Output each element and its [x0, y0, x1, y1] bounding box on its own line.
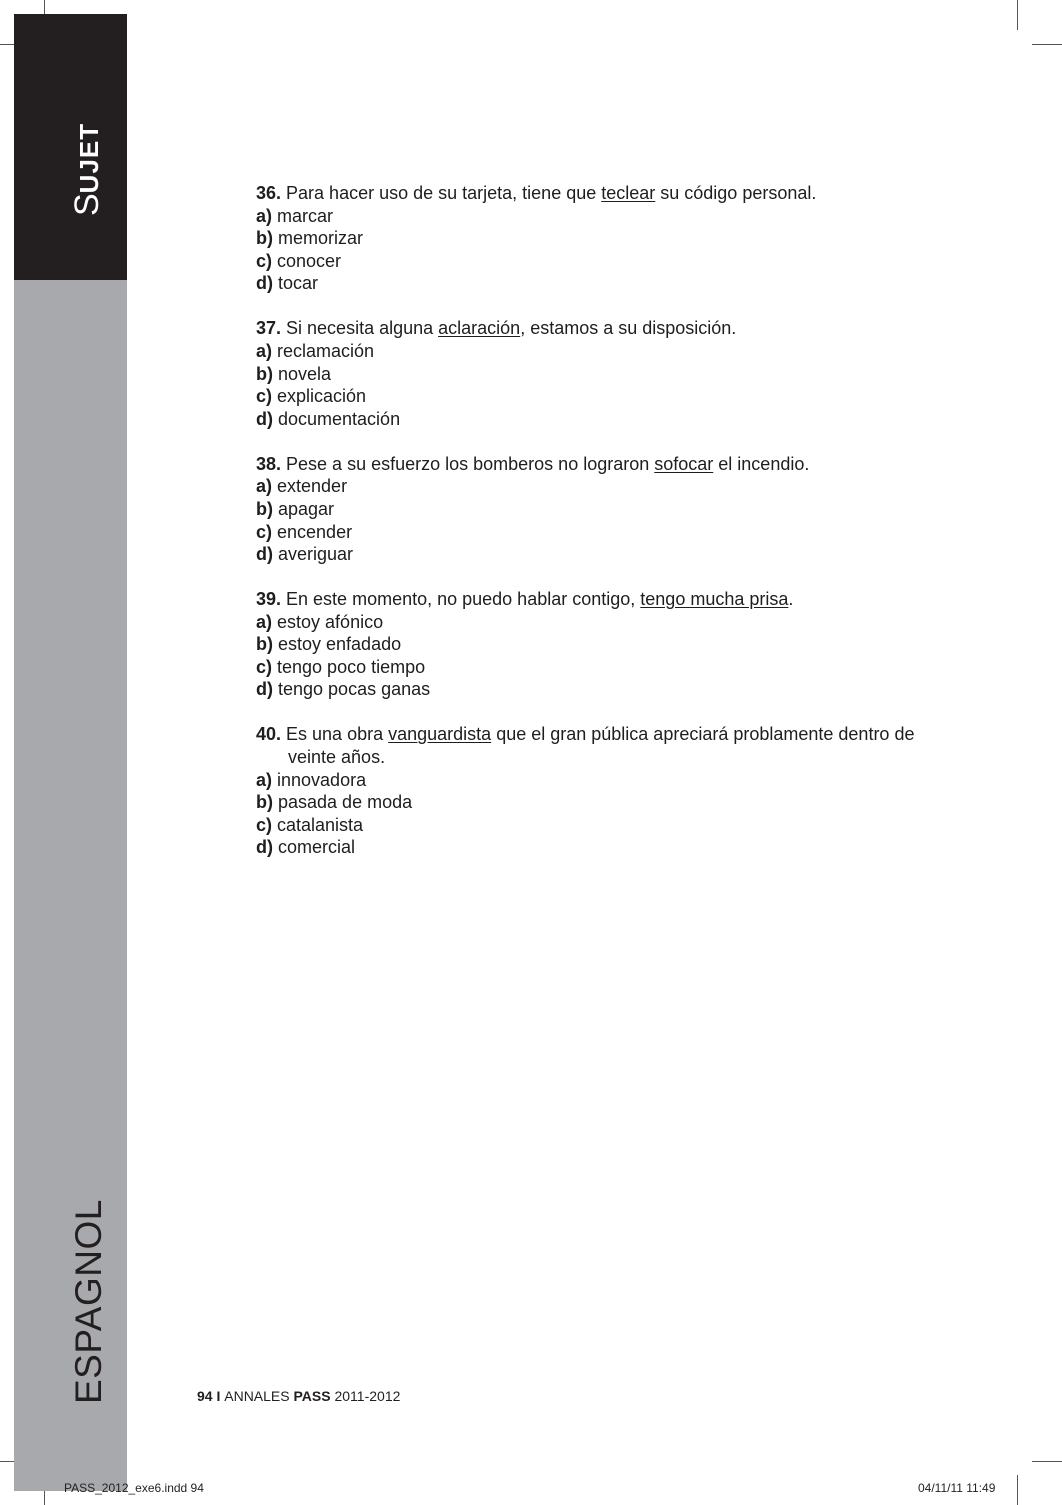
option-text: averiguar — [273, 544, 354, 565]
option-text: tengo pocas ganas — [273, 679, 431, 700]
answer-option — [256, 633, 956, 656]
question-number: 39. — [256, 589, 282, 610]
question-text-after: su código personal. — [655, 183, 817, 203]
question-text-before: Si necesita alguna — [281, 318, 439, 339]
option-text: conocer — [272, 250, 342, 271]
question-stem — [256, 723, 956, 768]
question-stem — [256, 588, 956, 611]
crop-mark — [1032, 1461, 1062, 1462]
option-text: encender — [272, 521, 353, 542]
question-block — [256, 453, 956, 566]
answer-option — [256, 611, 956, 634]
option-letter: a) — [256, 769, 273, 790]
answer-option — [256, 250, 956, 273]
option-text: innovadora — [272, 769, 367, 790]
option-letter: c) — [256, 521, 273, 542]
option-letter: b) — [256, 498, 273, 519]
question-text-before: Pese a su esfuerzo los bomberos no lograron — [281, 453, 655, 474]
answer-option — [256, 475, 956, 498]
option-letter: d) — [256, 837, 273, 858]
crop-mark — [1032, 44, 1062, 45]
answer-option — [256, 205, 956, 228]
option-text: pasada de moda — [273, 792, 413, 813]
questions-list — [256, 182, 956, 881]
question-underlined-term: teclear — [601, 183, 656, 203]
sujet-label-cap: S — [68, 193, 106, 216]
sujet-label-rest: UJET — [74, 122, 104, 194]
subject-label: ESPAGNOL — [68, 1199, 109, 1404]
answer-option — [256, 656, 956, 679]
option-letter: a) — [256, 205, 273, 226]
option-letter: b) — [256, 228, 273, 249]
option-text: tocar — [273, 273, 319, 294]
page-number: 94 — [197, 1388, 213, 1404]
option-letter: c) — [256, 656, 273, 677]
question-number: 37. — [256, 318, 282, 339]
option-text: comercial — [273, 837, 356, 858]
footer-separator: I — [212, 1388, 225, 1404]
question-underlined-term: sofocar — [654, 453, 714, 474]
option-text: documentación — [273, 408, 401, 429]
option-text: apagar — [273, 498, 335, 519]
question-text-after: , estamos a su disposición. — [520, 318, 737, 339]
crop-mark — [1017, 0, 1018, 30]
option-letter: a) — [256, 611, 273, 632]
question-text-before: Es una obra — [281, 724, 389, 745]
answer-option — [256, 543, 956, 566]
option-letter: b) — [256, 363, 273, 384]
slug-filename: PASS_2012_exe6.indd 94 — [64, 1481, 204, 1495]
answer-option — [256, 836, 956, 859]
answer-option — [256, 340, 956, 363]
option-letter: a) — [256, 340, 273, 361]
option-letter: b) — [256, 634, 273, 655]
option-letter: d) — [256, 408, 273, 429]
option-text: extender — [272, 476, 348, 497]
answer-option — [256, 498, 956, 521]
answer-option — [256, 408, 956, 431]
question-stem — [256, 317, 956, 340]
question-text-before: Para hacer uso de su tarjeta, tiene que — [281, 183, 602, 203]
question-underlined-term: tengo mucha prisa — [640, 589, 789, 610]
footer-years: 2011-2012 — [330, 1388, 401, 1404]
slug-datetime: 04/11/11 11:49 — [918, 1481, 996, 1495]
option-text: tengo poco tiempo — [272, 656, 426, 677]
question-stem — [256, 182, 956, 205]
option-letter: c) — [256, 814, 273, 835]
option-text: catalanista — [272, 814, 364, 835]
option-text: estoy afónico — [272, 611, 384, 632]
question-text-after: el incendio. — [713, 453, 810, 474]
answer-option — [256, 678, 956, 701]
option-letter: c) — [256, 386, 273, 407]
option-letter: a) — [256, 476, 273, 497]
answer-option — [256, 385, 956, 408]
option-text: estoy enfadado — [273, 634, 402, 655]
option-text: reclamación — [272, 340, 375, 361]
option-letter: d) — [256, 544, 273, 565]
page-footer — [197, 1388, 400, 1404]
question-block — [256, 182, 956, 295]
crop-mark — [1017, 1475, 1018, 1505]
question-number: 40. — [256, 724, 282, 745]
option-text: explicación — [272, 386, 367, 407]
footer-pass: PASS — [293, 1388, 331, 1404]
option-text: memorizar — [273, 228, 364, 249]
question-block — [256, 588, 956, 701]
answer-option — [256, 363, 956, 386]
question-text-before: En este momento, no puedo hablar contigo, — [281, 589, 641, 610]
footer-annales: ANNALES — [224, 1388, 294, 1404]
option-letter: d) — [256, 679, 273, 700]
sujet-label — [70, 123, 104, 216]
question-text-after: que el gran pública apreciará problamente dentro de veinte años. — [288, 724, 915, 768]
option-letter: d) — [256, 273, 273, 294]
question-underlined-term: aclaración — [438, 318, 521, 339]
question-underlined-term: vanguardista — [388, 724, 492, 745]
question-number: 38. — [256, 453, 282, 474]
question-block — [256, 317, 956, 430]
option-text: marcar — [272, 205, 334, 226]
question-stem — [256, 453, 956, 476]
answer-option — [256, 227, 956, 250]
question-number: 36. — [256, 183, 282, 203]
answer-option — [256, 791, 956, 814]
answer-option — [256, 769, 956, 792]
option-text: novela — [273, 363, 332, 384]
option-letter: c) — [256, 250, 273, 271]
question-text-after: . — [788, 589, 794, 610]
answer-option — [256, 521, 956, 544]
answer-option — [256, 272, 956, 295]
option-letter: b) — [256, 792, 273, 813]
answer-option — [256, 814, 956, 837]
question-block — [256, 723, 956, 859]
